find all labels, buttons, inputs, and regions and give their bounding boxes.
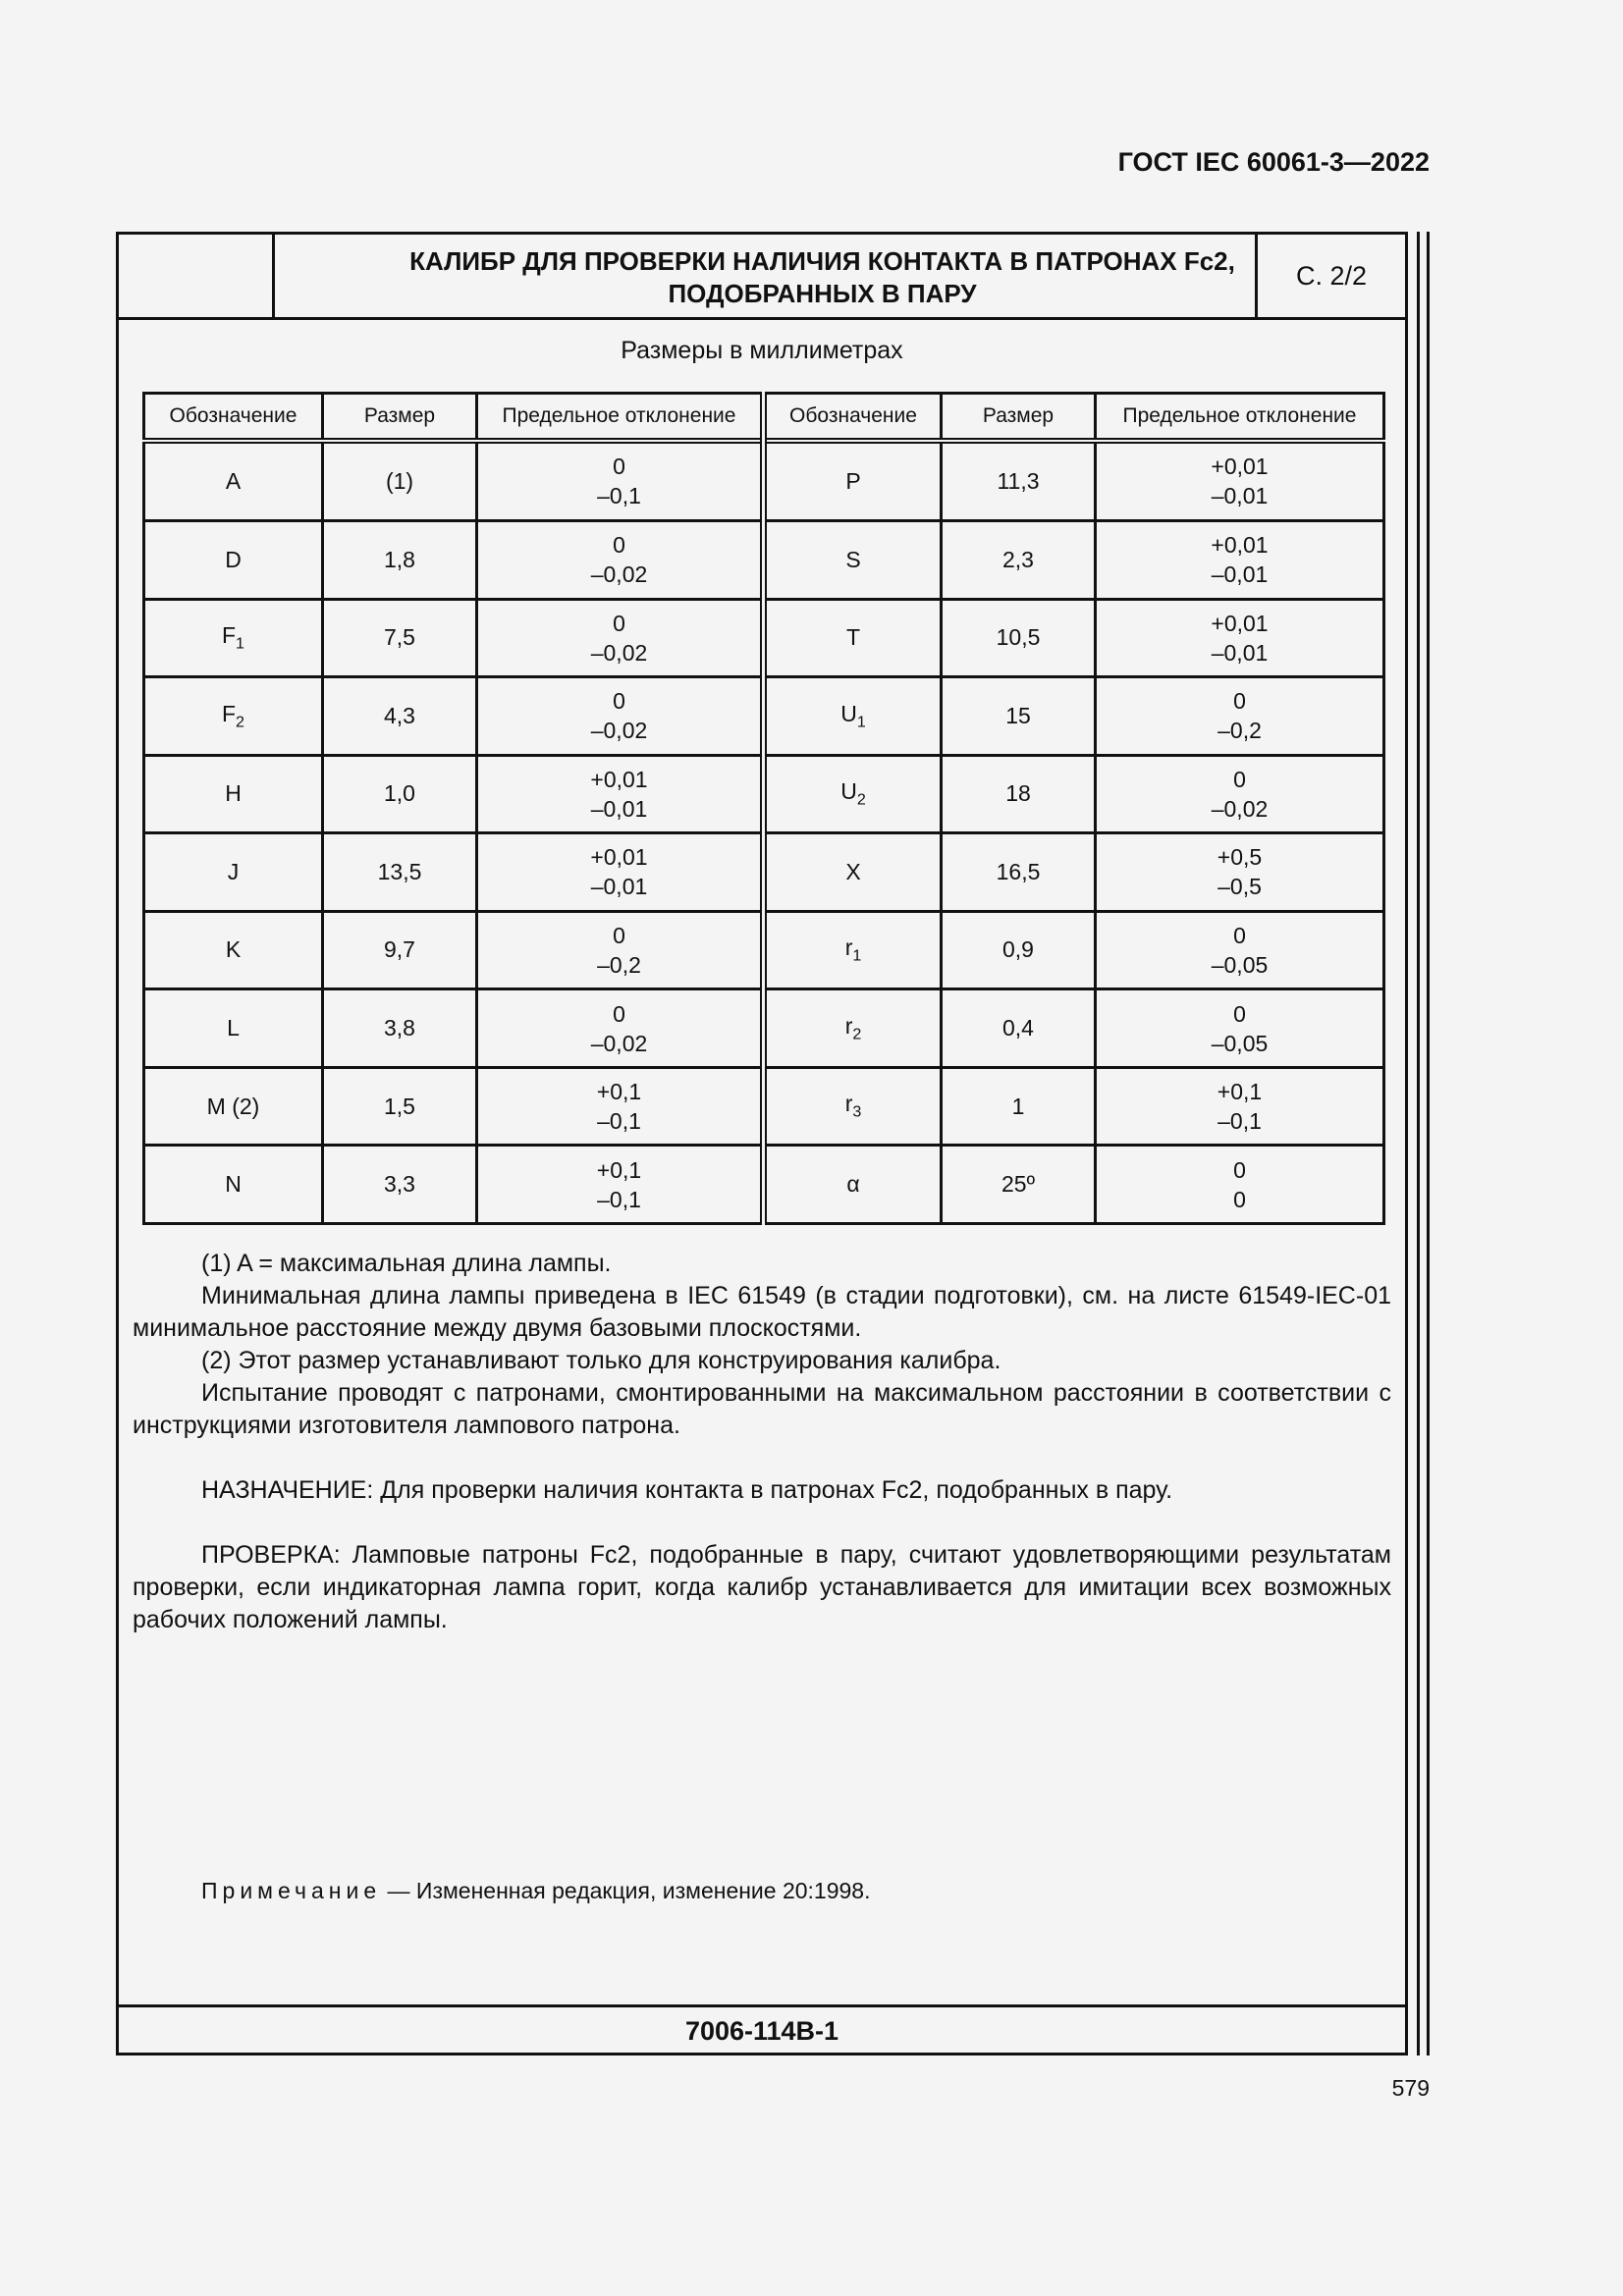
designation-cell (764, 441, 942, 520)
sheet-code: 7006-114B-1 (119, 2004, 1405, 2056)
designation-symbol: U (840, 700, 857, 726)
lower-deviation: –0,01 (1211, 639, 1269, 666)
designation-symbol: X (845, 858, 861, 884)
designation-symbol: F (221, 700, 237, 726)
page-number: 579 (1391, 2075, 1430, 2101)
size-cell: 10,5 (942, 599, 1096, 677)
header-tolerance-left: Предельное отклонение (477, 394, 764, 442)
size-cell: 1,0 (323, 755, 477, 833)
tolerance-cell (477, 677, 764, 756)
lower-deviation: –0,02 (590, 718, 648, 744)
designation-cell (144, 1146, 323, 1224)
designation-symbol: P (845, 467, 861, 494)
designation-symbol: J (227, 858, 240, 884)
upper-deviation: 0 (613, 922, 625, 948)
table-row (144, 911, 1384, 989)
tolerance-cell (1096, 989, 1384, 1068)
upper-deviation: +0,1 (1217, 1079, 1263, 1105)
size-cell: 1,5 (323, 1067, 477, 1146)
table-row (144, 833, 1384, 912)
tolerance-cell (477, 911, 764, 989)
size-cell: 11,3 (942, 441, 1096, 520)
lower-deviation: –0,02 (1211, 795, 1269, 822)
designation-symbol: H (225, 780, 242, 807)
header-tolerance-right: Предельное отклонение (1096, 394, 1384, 442)
table-row (144, 520, 1384, 599)
explanatory-text (133, 1248, 1391, 1636)
designation-symbol: S (845, 546, 861, 572)
header-designation-right: Обозначение (764, 394, 942, 442)
designation-cell (144, 441, 323, 520)
designation-cell (144, 520, 323, 599)
size-cell: 3,8 (323, 989, 477, 1068)
size-cell: 18 (942, 755, 1096, 833)
designation-cell (764, 1146, 942, 1224)
size-cell: 25º (942, 1146, 1096, 1224)
test-conditions: Испытание проводят с патронами, смонтированными на максимальном расстоянии в соответствии с инструкциями изготовителя лампового патрона. (133, 1379, 1391, 1439)
designation-cell (144, 989, 323, 1068)
lower-deviation: –0,02 (590, 561, 648, 588)
table-row (144, 599, 1384, 677)
footnote-2: (2) Этот размер устанавливают только для конструирования калибра. (201, 1347, 1001, 1374)
designation-cell (144, 599, 323, 677)
tolerance-cell (477, 1067, 764, 1146)
upper-deviation: +0,01 (590, 766, 648, 792)
upper-deviation: 0 (613, 610, 625, 636)
size-cell: 4,3 (323, 677, 477, 756)
table-row (144, 755, 1384, 833)
size-cell: 0,9 (942, 911, 1096, 989)
lower-deviation: –0,02 (590, 1030, 648, 1056)
table-row (144, 677, 1384, 756)
lower-deviation: –0,05 (1211, 1030, 1269, 1056)
lower-deviation: –0,1 (597, 1108, 641, 1135)
size-cell: (1) (323, 441, 477, 520)
upper-deviation: +0,01 (1211, 610, 1269, 636)
upper-deviation: 0 (613, 1000, 625, 1027)
header-size-left: Размер (323, 394, 477, 442)
upper-deviation: 0 (613, 454, 625, 480)
table-header-row (144, 394, 1384, 442)
designation-cell (764, 599, 942, 677)
designation-subscript: 1 (852, 946, 862, 965)
designation-subscript: 2 (856, 790, 866, 809)
designation-subscript: 2 (236, 713, 244, 731)
title-block (119, 235, 1405, 320)
tolerance-cell (1096, 1067, 1384, 1146)
size-cell: 7,5 (323, 599, 477, 677)
tolerance-cell (1096, 1146, 1384, 1224)
lower-deviation: –0,2 (1217, 718, 1262, 744)
upper-deviation: 0 (1233, 688, 1246, 715)
designation-symbol: α (846, 1171, 860, 1198)
lower-deviation: –0,1 (597, 1186, 641, 1212)
sheet-title-line-1: КАЛИБР ДЛЯ ПРОВЕРКИ НАЛИЧИЯ КОНТАКТА В ПАТРОНАХ Fc2, (409, 246, 1235, 276)
tolerance-cell (477, 441, 764, 520)
standard-code: ГОСТ IEC 60061-3—2022 (1117, 147, 1430, 177)
designation-cell (764, 520, 942, 599)
size-cell: 15 (942, 677, 1096, 756)
designation-subscript: 1 (236, 634, 244, 653)
designation-symbol: r (844, 934, 853, 961)
sheet-title-line-2: ПОДОБРАННЫХ В ПАРУ (668, 279, 977, 308)
designation-cell (764, 755, 942, 833)
size-cell: 16,5 (942, 833, 1096, 912)
size-cell: 0,4 (942, 989, 1096, 1068)
size-cell: 3,3 (323, 1146, 477, 1224)
designation-cell (764, 1067, 942, 1146)
designation-cell (144, 755, 323, 833)
upper-deviation: 0 (613, 532, 625, 559)
lower-deviation: –0,2 (597, 951, 641, 978)
amendment-note (201, 1878, 871, 1904)
designation-symbol: U (840, 778, 857, 805)
lower-deviation: –0,01 (1211, 483, 1269, 509)
designation-cell (144, 1067, 323, 1146)
tolerance-cell (1096, 911, 1384, 989)
designation-symbol: M (2) (206, 1093, 260, 1119)
tolerance-cell (1096, 833, 1384, 912)
size-cell: 9,7 (323, 911, 477, 989)
dimensions-table-body (144, 441, 1384, 1224)
table-row (144, 441, 1384, 520)
designation-symbol: D (225, 546, 242, 572)
table-row (144, 989, 1384, 1068)
lower-deviation: –0,01 (590, 795, 648, 822)
lower-deviation: 0 (1233, 1186, 1246, 1212)
upper-deviation: 0 (613, 688, 625, 715)
designation-symbol: T (845, 624, 861, 651)
lower-deviation: –0,01 (1211, 561, 1269, 588)
designation-cell (144, 911, 323, 989)
upper-deviation: +0,5 (1217, 844, 1263, 871)
designation-symbol: K (225, 936, 242, 963)
size-cell: 2,3 (942, 520, 1096, 599)
tolerance-cell (1096, 441, 1384, 520)
designation-cell (764, 677, 942, 756)
drawing-frame (116, 232, 1408, 2056)
size-cell: 13,5 (323, 833, 477, 912)
designation-cell (764, 833, 942, 912)
designation-subscript: 1 (856, 713, 866, 731)
size-cell: 1,8 (323, 520, 477, 599)
tolerance-cell (477, 520, 764, 599)
tolerance-cell (477, 989, 764, 1068)
designation-symbol: L (227, 1015, 240, 1041)
upper-deviation: +0,1 (596, 1079, 642, 1105)
check-paragraph: ПРОВЕРКА: Ламповые патроны Fc2, подобранные в пару, считают удовлетворяющими результатам проверки, если индикаторная лампа горит, когда калибр устанавливается для имитации всех возможных рабочих положений лампы. (133, 1541, 1391, 1633)
upper-deviation: +0,01 (1211, 454, 1269, 480)
lower-deviation: –0,1 (1217, 1108, 1262, 1135)
lower-deviation: –0,01 (590, 874, 648, 900)
designation-cell (764, 989, 942, 1068)
designation-symbol: F (221, 621, 237, 648)
note-text: — Измененная редакция, изменение 20:1998. (381, 1878, 871, 1903)
header-size-right: Размер (942, 394, 1096, 442)
header-designation-left: Обозначение (144, 394, 323, 442)
upper-deviation: +0,01 (590, 844, 648, 871)
designation-cell (144, 833, 323, 912)
note-label: Примечание (201, 1878, 382, 1903)
lower-deviation: –0,5 (1217, 874, 1262, 900)
upper-deviation: 0 (1233, 1000, 1246, 1027)
tolerance-cell (477, 755, 764, 833)
tolerance-cell (1096, 755, 1384, 833)
tolerance-cell (1096, 520, 1384, 599)
title-block-blank-cell (119, 235, 275, 317)
footnote-1: (1) A = максимальная длина лампы. (201, 1250, 612, 1277)
units-caption: Размеры в миллиметрах (621, 337, 903, 364)
footnote-1-continuation: Минимальная длина лампы приведена в IEC 61549 (в стадии подготовки), см. на листе 61549-IEC-01 минимальное расстояние между двумя базовыми плоскостями. (133, 1282, 1391, 1342)
designation-subscript: 2 (852, 1025, 862, 1043)
designation-symbol: N (225, 1171, 242, 1198)
upper-deviation: 0 (1233, 1156, 1246, 1183)
dimensions-table (142, 392, 1385, 1225)
size-cell: 1 (942, 1067, 1096, 1146)
frame-edge-line-1 (1417, 232, 1420, 2056)
tolerance-cell (477, 833, 764, 912)
lower-deviation: –0,02 (590, 639, 648, 666)
upper-deviation: +0,01 (1211, 532, 1269, 559)
upper-deviation: 0 (1233, 766, 1246, 792)
designation-symbol: r (844, 1091, 853, 1117)
upper-deviation: 0 (1233, 922, 1246, 948)
sheet-number: С. 2/2 (1295, 261, 1368, 291)
purpose-paragraph: НАЗНАЧЕНИЕ: Для проверки наличия контакта в патронах Fc2, подобранных в пару. (201, 1476, 1173, 1504)
table-row (144, 1067, 1384, 1146)
lower-deviation: –0,1 (597, 483, 641, 509)
tolerance-cell (477, 1146, 764, 1224)
tolerance-cell (1096, 677, 1384, 756)
designation-subscript: 3 (852, 1102, 862, 1121)
designation-cell (144, 677, 323, 756)
tolerance-cell (1096, 599, 1384, 677)
designation-symbol: A (225, 467, 242, 494)
lower-deviation: –0,05 (1211, 951, 1269, 978)
upper-deviation: +0,1 (596, 1156, 642, 1183)
tolerance-cell (477, 599, 764, 677)
table-row (144, 1146, 1384, 1224)
frame-edge-line-2 (1427, 232, 1430, 2056)
designation-cell (764, 911, 942, 989)
sheet-title (275, 235, 1370, 317)
designation-symbol: r (844, 1012, 853, 1039)
